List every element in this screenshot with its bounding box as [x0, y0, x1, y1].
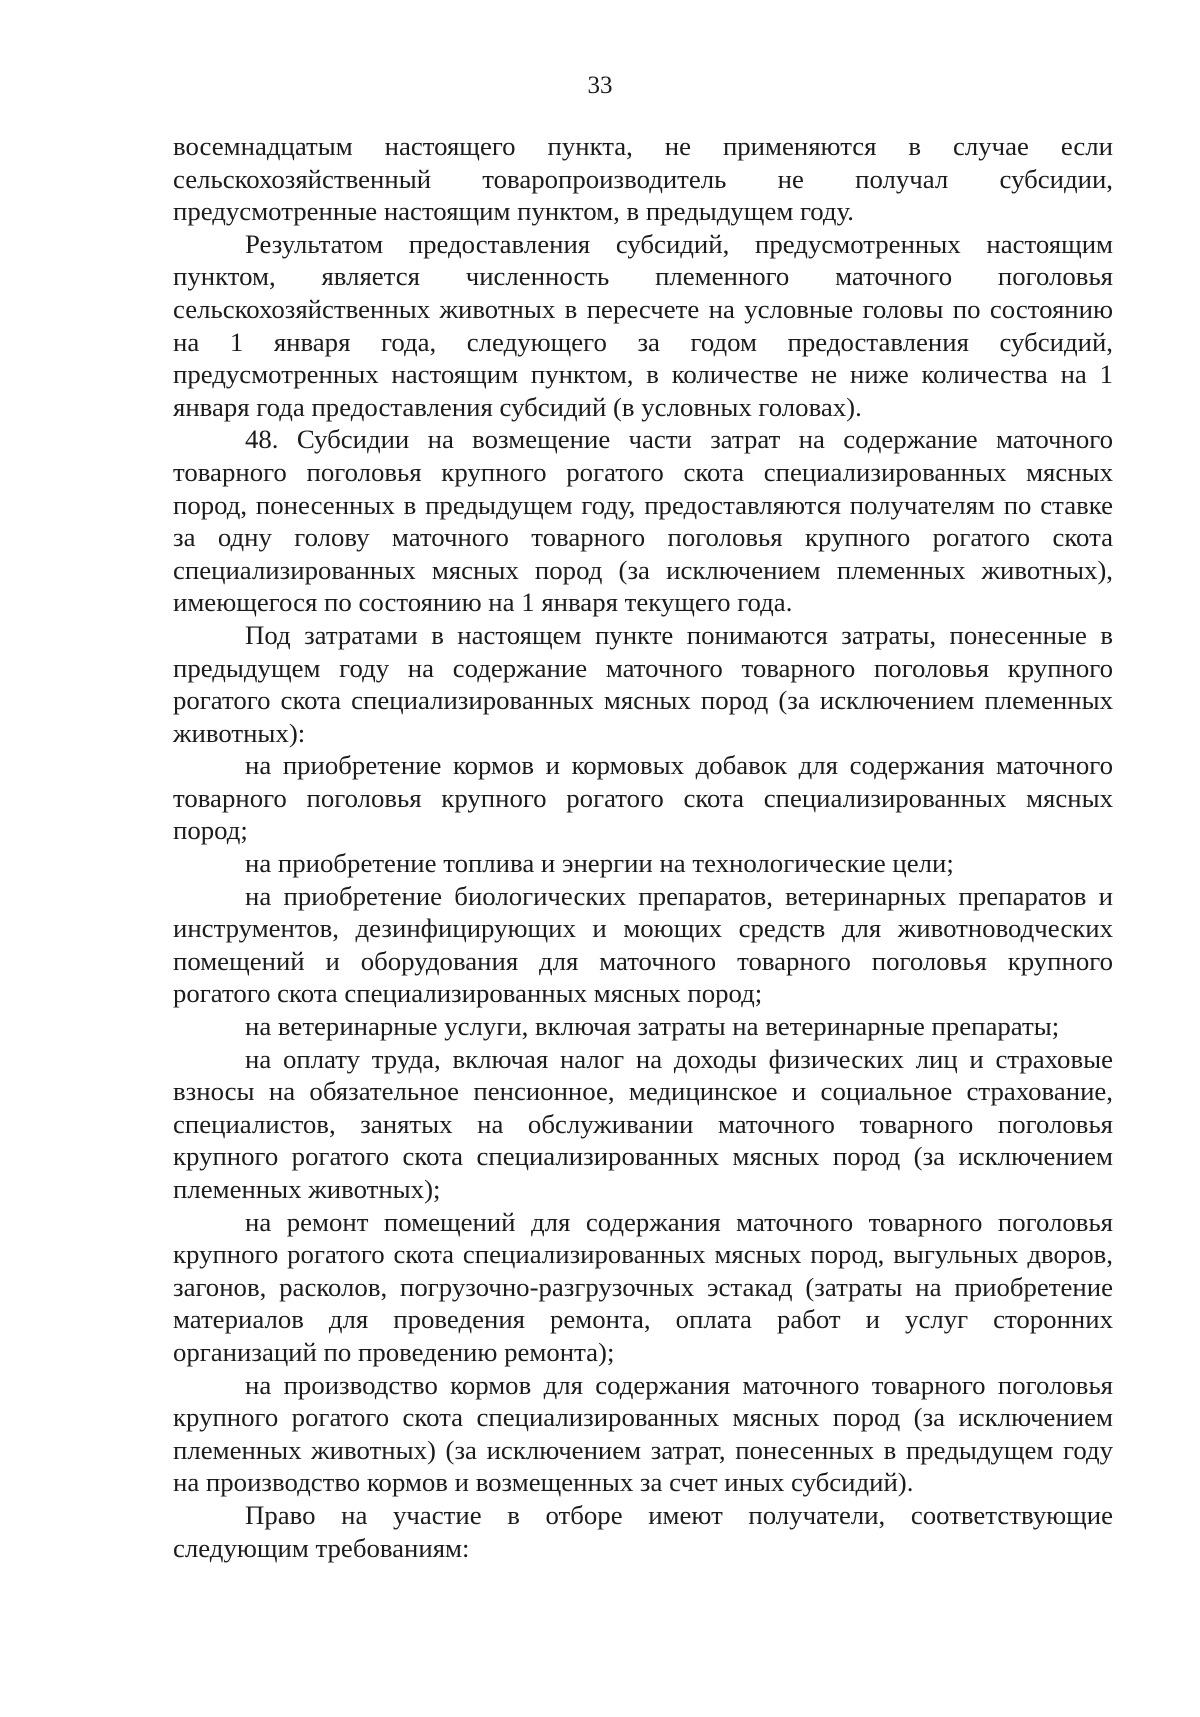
list-item-feed: на приобретение кормов и кормовых добавок для содержания маточного товарного поголовья крупного рогатого скота специализированных мясных пород;	[173, 750, 1113, 846]
paragraph-selection-right: Право на участие в отборе имеют получатели, соответствующие следующим требованиям:	[173, 1499, 1113, 1563]
list-item-vet-services: на ветеринарные услуги, включая затраты на ветеринарные препараты;	[245, 1011, 1060, 1042]
page-number: 33	[587, 72, 613, 99]
document-body	[173, 130, 1113, 1564]
list-item-fuel: на приобретение топлива и энергии на технологические цели;	[245, 848, 954, 879]
paragraph-item-48: 48. Субсидии на возмещение части затрат на содержание маточного товарного поголовья крупного рогатого скота специализированных мясных пород, понесенных в предыдущем году, предоставляются получателям по ставке за одну голову маточного товарного поголовья крупного рогатого скота специализированных мясных пород (за исключением племенных животных), имеющегося по состоянию на 1 января текущего года.	[173, 424, 1113, 618]
paragraph-result: Результатом предоставления субсидий, предусмотренных настоящим пунктом, является численность племенного маточного поголовья сельскохозяйственных животных в пересчете на условные головы по состоянию на 1 января года, следующего за годом предоставления субсидий, предусмотренных настоящим пунктом, в количестве не ниже количества на 1 января года предоставления субсидий (в условных головах).	[173, 228, 1113, 422]
paragraph-costs-definition: Под затратами в настоящем пункте понимаются затраты, понесенные в предыдущем году на содержание маточного товарного поголовья крупного рогатого скота специализированных мясных пород (за исключением племенных животных):	[173, 619, 1113, 748]
paragraph-continuation: восемнадцатым настоящего пункта, не применяются в случае если сельскохозяйственный товаропроизводитель не получал субсидии, предусмотренные настоящим пунктом, в предыдущем году.	[173, 131, 1113, 227]
list-item-repair: на ремонт помещений для содержания маточного товарного поголовья крупного рогатого скота специализированных мясных пород, выгульных дворов, загонов, расколов, погрузочно-разгрузочных эстакад (затраты на приобретение материалов для проведения ремонта, оплата работ и услуг сторонних организаций по проведению ремонта);	[173, 1206, 1113, 1367]
list-item-biologics: на приобретение биологических препаратов, ветеринарных препаратов и инструментов, дезинфицирующих и моющих средств для животноводческих помещений и оборудования для маточного товарного поголовья крупного рогатого скота специализированных мясных пород;	[173, 880, 1113, 1009]
list-item-feed-production: на производство кормов для содержания маточного товарного поголовья крупного рогатого скота специализированных мясных пород (за исключением племенных животных) (за исключением затрат, понесенных в предыдущем году на производство кормов и возмещенных за счет иных субсидий).	[173, 1369, 1113, 1498]
list-item-labor: на оплату труда, включая налог на доходы физических лиц и страховые взносы на обязательное пенсионное, медицинское и социальное страхование, специалистов, занятых на обслуживании маточного товарного поголовья крупного рогатого скота специализированных мясных пород (за исключением племенных животных);	[173, 1043, 1113, 1204]
